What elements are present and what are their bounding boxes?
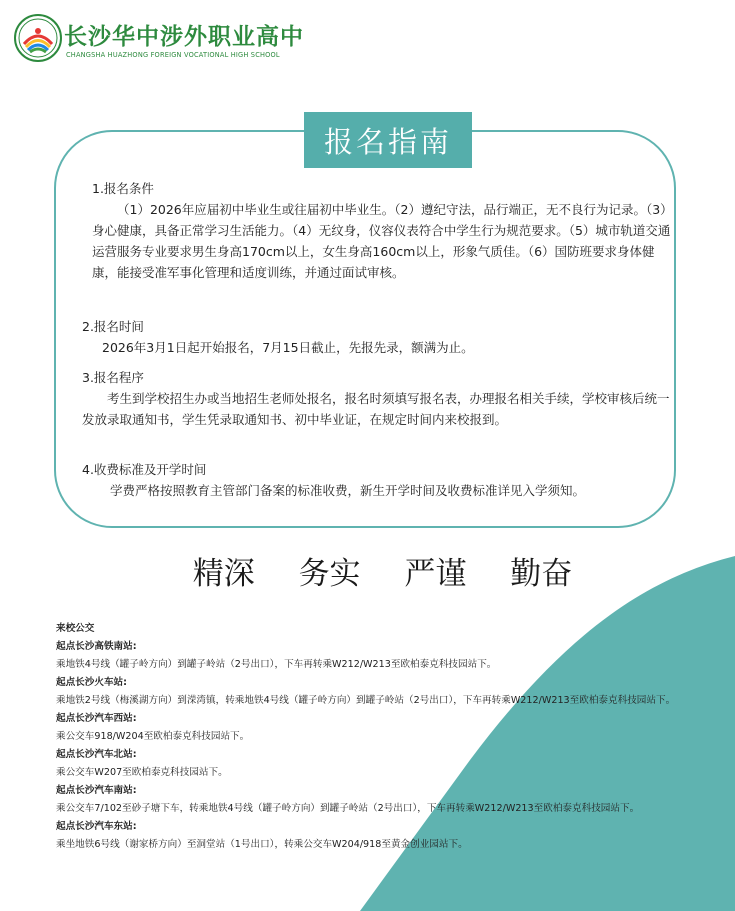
section-body: 2026年3月1日起开始报名，7月15日截止，先报先录，额满为止。 [102, 340, 474, 355]
section-heading: 4.收费标准及开学时间 [82, 462, 207, 477]
section-heading: 2.报名时间 [82, 319, 144, 334]
section-fees [82, 459, 682, 501]
route-origin: 起点长沙汽车南站: [56, 785, 137, 796]
route-description: 乘公交车W207至欧柏泰克科技园站下。 [56, 767, 228, 778]
section-heading: 3.报名程序 [82, 370, 144, 385]
school-name: 长沙华中涉外职业高中 [64, 23, 304, 50]
route-description: 乘地铁2号线（梅溪湖方向）到溁湾镇，转乘地铁4号线（罐子岭方向）到罐子岭站（2号出口），下车再转乘W212/W213至欧柏泰克科技园站下。 [56, 695, 676, 706]
section-requirements [82, 178, 682, 283]
route-origin: 起点长沙汽车西站: [56, 713, 137, 724]
bus-directions [56, 620, 721, 854]
section-body: （1）2026年应届初中毕业生或往届初中毕业生。（2）遵纪守法，品行端正，无不良行为记录。（3）身心健康，具备正常学习生活能力。（4）无纹身，仪容仪表符合中学生行为规范要求。（5）城市轨道交通运营服务专业要求男生身高170cm以上，女生身高160cm以上，形象气质佳。（6）国防班要求身体健康，能接受准军事化管理和适度训练，并通过面试审核。 [92, 202, 673, 280]
route-origin: 起点长沙高铁南站: [56, 641, 137, 652]
school-emblem-icon [14, 14, 62, 62]
route-description: 乘公交车918/W204至欧柏泰克科技园站下。 [56, 731, 250, 742]
route-description: 乘公交车7/102至砂子塘下车，转乘地铁4号线（罐子岭方向）到罐子岭站（2号出口），下车再转乘W212/W213至欧柏泰克科技园站下。 [56, 803, 640, 814]
route-origin: 起点长沙汽车东站: [56, 821, 137, 832]
motto-word: 严谨 [404, 556, 467, 592]
guide-title: 报名指南 [304, 112, 472, 168]
school-name-english: CHANGSHA HUAZHONG FOREIGN VOCATIONAL HIGH SCHOOL [66, 51, 280, 59]
section-body: 考生到学校招生办或当地招生老师处报名，报名时须填写报名表，办理报名相关手续，学校审核后统一发放录取通知书，学生凭录取通知书、初中毕业证，在规定时间内来校报到。 [82, 391, 670, 427]
section-time [82, 316, 682, 358]
route-origin: 起点长沙火车站: [56, 677, 127, 688]
section-heading: 1.报名条件 [92, 181, 154, 196]
motto-word: 务实 [298, 556, 361, 592]
school-motto [0, 548, 735, 593]
section-procedure [82, 367, 682, 430]
section-body: 学费严格按照教育主管部门备案的标准收费，新生开学时间及收费标准详见入学须知。 [110, 483, 586, 498]
motto-word: 勤奋 [510, 556, 573, 592]
transport-title: 来校公交 [56, 623, 95, 634]
route-origin: 起点长沙汽车北站: [56, 749, 137, 760]
route-description: 乘地铁4号线（罐子岭方向）到罐子岭站（2号出口），下车再转乘W212/W213至欧柏泰克科技园站下。 [56, 659, 497, 670]
route-description: 乘坐地铁6号线（谢家桥方向）至洞堂站（1号出口），转乘公交车W204/918至黄金创业园站下。 [56, 839, 468, 850]
motto-word: 精深 [192, 556, 255, 592]
